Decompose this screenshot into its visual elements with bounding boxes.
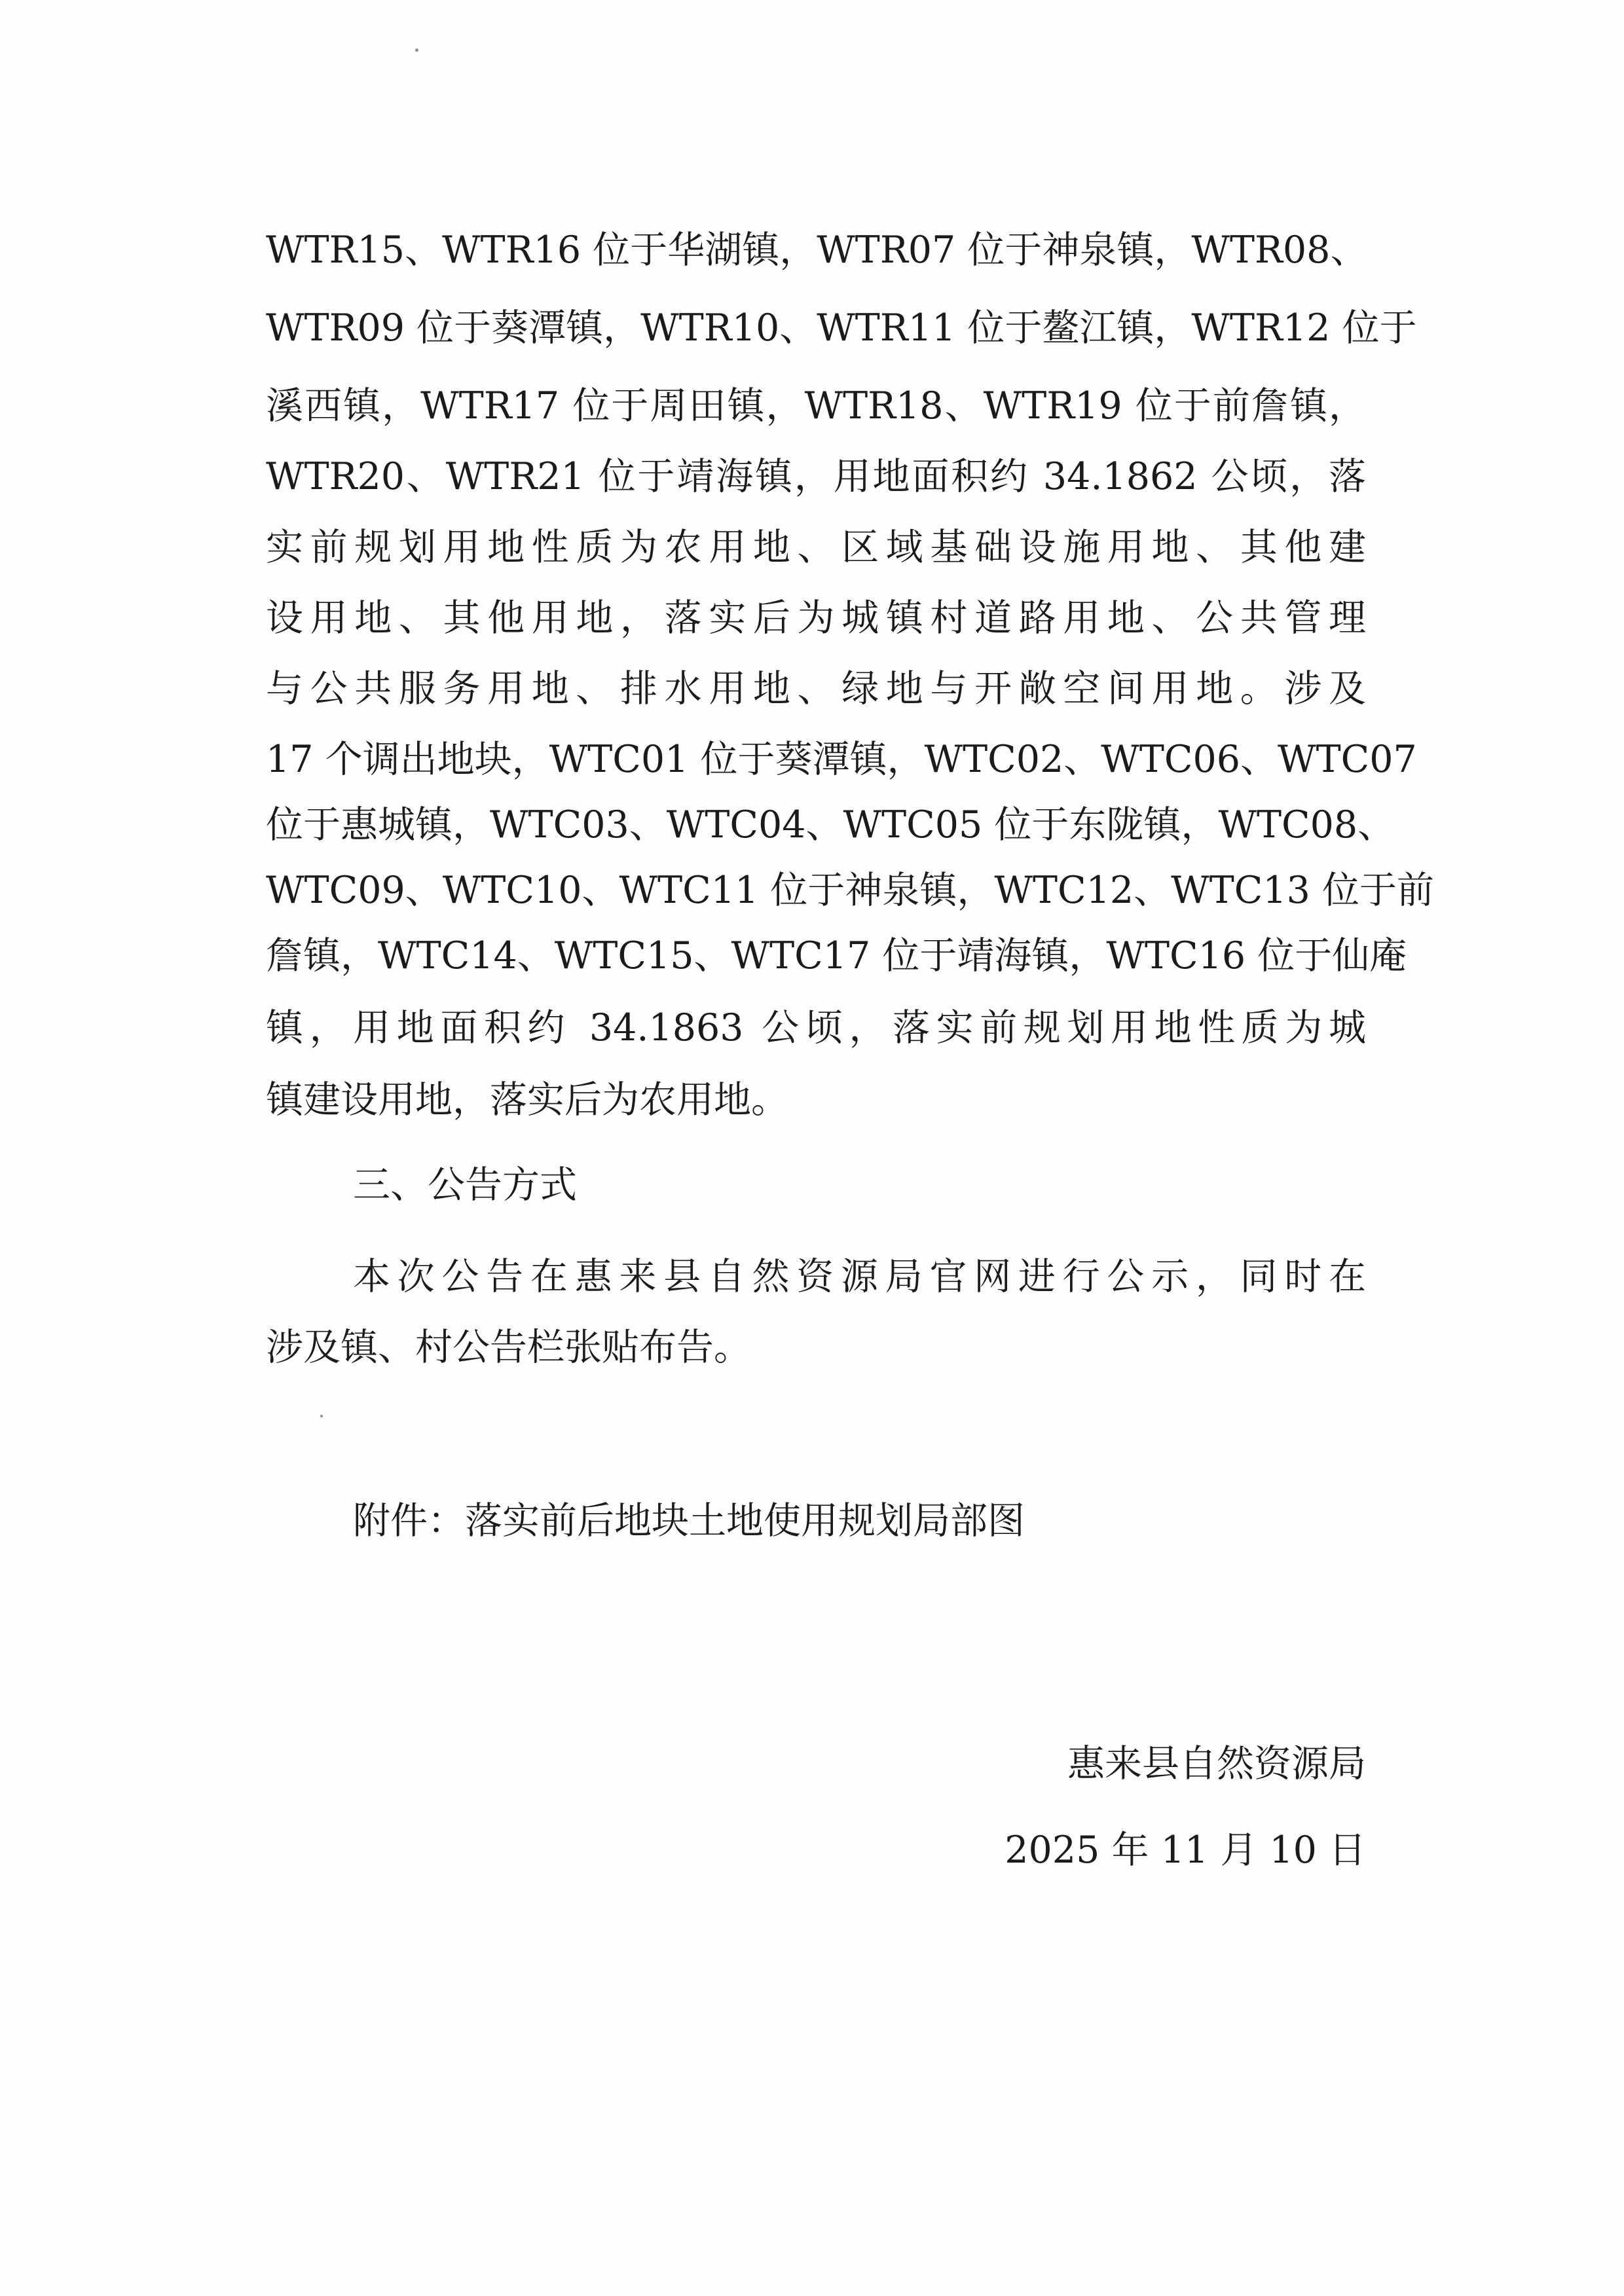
- para1-line-1: WTR15、WTR16 位于华湖镇，WTR07 位于神泉镇，WTR08、: [266, 228, 1368, 272]
- para1-line-7: 与公共服务用地、排水用地、绿地与开敞空间用地。涉及: [266, 667, 1366, 710]
- attachment-note: 附件：落实前后地块土地使用规划局部图: [353, 1499, 1025, 1542]
- para1-line-3: 溪西镇，WTR17 位于周田镇，WTR18、WTR19 位于前詹镇，: [266, 384, 1366, 428]
- signature-date: 2025 年 11 月 10 日: [1005, 1829, 1366, 1872]
- para1-line-6: 设用地、其他用地，落实后为城镇村道路用地、公共管理: [266, 596, 1366, 640]
- para1-line-5: 实前规划用地性质为农用地、区域基础设施用地、其他建: [266, 526, 1366, 569]
- scan-speck: [320, 1415, 323, 1417]
- para1-line-9: 位于惠城镇，WTC03、WTC04、WTC05 位于东陇镇，WTC08、: [266, 803, 1395, 847]
- para1-line-11: 詹镇，WTC14、WTC15、WTC17 位于靖海镇，WTC16 位于仙庵: [266, 934, 1407, 977]
- para1-line-12: 镇，用地面积约 34.1863 公顷，落实前规划用地性质为城: [266, 1006, 1366, 1049]
- signature-org: 惠来县自然资源局: [1067, 1742, 1366, 1785]
- para1-line-8: 17 个调出地块，WTC01 位于葵潭镇，WTC02、WTC06、WTC07: [266, 738, 1417, 781]
- scan-speck: [415, 48, 418, 52]
- para1-line-13: 镇建设用地，落实后为农用地。: [266, 1078, 788, 1121]
- section-heading: 三、公告方式: [353, 1163, 577, 1207]
- para2-line-1: 本次公告在惠来县自然资源局官网进行公示，同时在: [353, 1255, 1366, 1298]
- para1-line-4: WTR20、WTR21 位于靖海镇，用地面积约 34.1862 公顷，落: [266, 455, 1366, 498]
- para2-line-2: 涉及镇、村公告栏张贴布告。: [266, 1326, 751, 1369]
- para1-line-2: WTR09 位于葵潭镇，WTR10、WTR11 位于鳌江镇，WTR12 位于: [266, 306, 1417, 350]
- para1-line-10: WTC09、WTC10、WTC11 位于神泉镇，WTC12、WTC13 位于前: [266, 869, 1434, 912]
